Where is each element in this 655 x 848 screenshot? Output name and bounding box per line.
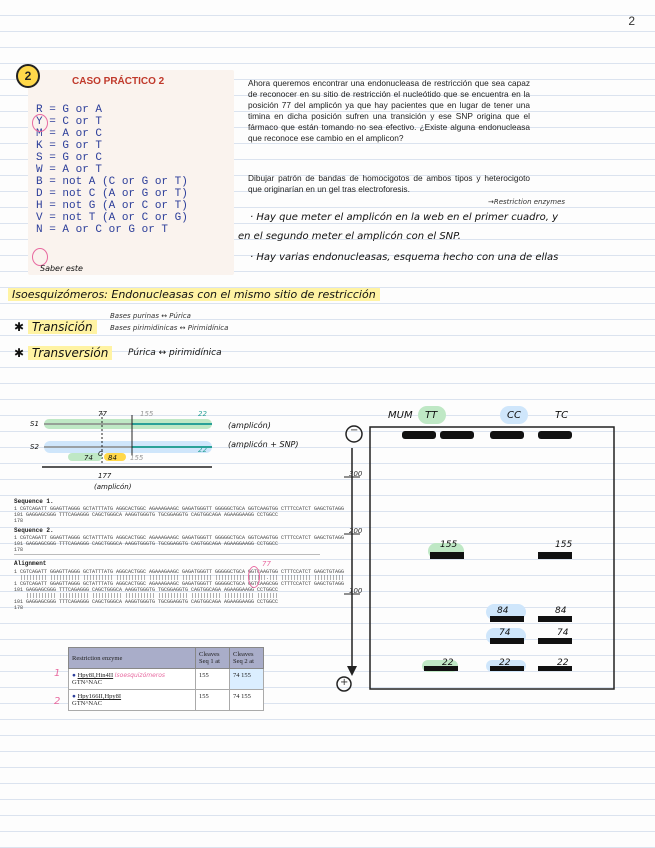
enzyme-cell: ● Hpy166II,Hpy8I GTN^NAC xyxy=(69,690,196,711)
seq2-label: Sequence 2. xyxy=(14,527,54,534)
bullet-note-1b: en el segundo meter el amplicón con el SNP. xyxy=(238,231,461,242)
code-line: R = G or A xyxy=(36,104,103,116)
code-line: D = not C (A or G or T) xyxy=(36,188,188,200)
tt-155-band xyxy=(430,552,464,559)
mark-100: 100 xyxy=(349,587,363,595)
question-paragraph: Ahora queremos encontrar una endonucleasa de restricción que sea capaz de reconocer en su sitio de restricción el nucleótido que se encuentra en la posición 77 del amplicón ya que hay pacientes que en lugar de tener una timina en dicha posición sufren una transición y ese SNP origina que el fármaco que están tomando no sea efectivo. ¿Existe alguna endonucleasa que reconoce ese cambio en el amplicon? xyxy=(248,78,530,143)
tc-155-label: 155 xyxy=(555,540,573,550)
n155-top-label: 155 xyxy=(140,410,154,418)
arrow-head xyxy=(347,666,357,676)
code-line: Y = C or T xyxy=(36,116,103,128)
n22-bottom-label: 22 xyxy=(198,446,207,454)
well-tc xyxy=(538,431,572,439)
amplicon-diagram xyxy=(20,405,280,495)
transversion-label: ✱ Transversión xyxy=(14,346,112,360)
gel-frame xyxy=(370,427,614,689)
seq-divider xyxy=(14,554,320,555)
header-enzyme: Restriction enzyme xyxy=(69,648,196,669)
plus-sign: + xyxy=(340,677,349,688)
code-line: H = not G (A or C or T) xyxy=(36,200,188,212)
header-seq2: Cleaves Seq 2 at xyxy=(230,648,264,669)
tc-84-band xyxy=(538,616,572,622)
header-seq1: Cleaves Seq 1 at xyxy=(196,648,230,669)
transicion-line-2: Bases pirimidinicas ↔ Pirimidínica xyxy=(110,324,229,332)
seq-line: 178 xyxy=(14,547,24,553)
code-line: M = A or C xyxy=(36,128,103,140)
well-cc xyxy=(490,431,524,439)
circle-mark-y xyxy=(32,114,48,132)
seq-line: ||||||||| |||||||||| |||||||||| |||||||||| |||||||||| |||||||||| |||||||||| ||||||.||| |||||||||| |||||||||| xyxy=(14,575,345,581)
code-line: W = A or T xyxy=(36,164,103,176)
c-label: C xyxy=(98,450,103,458)
well-mum xyxy=(402,431,436,439)
isoesquizomeros-note: Isoesquizómeros xyxy=(114,672,166,679)
code-line: K = G or T xyxy=(36,140,103,152)
well-tt xyxy=(440,431,474,439)
marker-1: 1 xyxy=(54,668,61,679)
seq-line: 1 CGTCAGATT GGAGTTAGGG GCTATTTATG AGGCACTGGC AGAAAGAAGC GAGATGGGTT GGGGGCTGCA GGTCAAGTGG CTTTCCATCT GAGCTGTAGG xyxy=(14,569,345,575)
code-line: V = not T (A or C or G) xyxy=(36,212,188,224)
snp-circle-mark xyxy=(248,566,260,588)
enzyme-link[interactable]: Hpy8I,Hin4II xyxy=(77,672,114,679)
lane-tt: TT xyxy=(425,410,438,421)
seq-line: 1 CGTCAGATT GGAGTTAGGG GCTATTTATG AGGCACTGGC AGAAAGAAGC GAGATGGGTT GGGGGCTGCA GGTCAAGCGG CTTTCCATCT GAGCTGTAGG xyxy=(14,581,345,587)
amplicon-label: (amplicón) xyxy=(228,421,271,430)
s1-label: S1 xyxy=(30,420,39,428)
seq-line: 1 CGTCAGATT GGAGTTAGGG GCTATTTATG AGGCACTGGC AGAAAGAAGC GAGATGGGTT GGGGGCTGCA GGTCAAGTGG CTTTCCATCT GAGCTGTAGG xyxy=(14,506,345,512)
tc-22-label: 22 xyxy=(557,658,569,668)
case-title: CASO PRÁCTICO 2 xyxy=(72,76,165,87)
enzyme-table xyxy=(68,647,264,711)
tc-84-label: 84 xyxy=(555,606,567,616)
total-label: (amplicón) xyxy=(94,483,132,491)
cc-84-label: 84 xyxy=(497,606,509,616)
lane-cc: CC xyxy=(507,410,521,421)
code-line: S = G or C xyxy=(36,152,103,164)
bullet-note-2: · Hay varias endonucleasas, esquema hecho con una de ellas xyxy=(250,252,559,263)
tc-155-band xyxy=(538,552,572,559)
n155-bottom-label: 155 xyxy=(130,454,144,462)
enzyme-link[interactable]: Hpy166II,Hpy8I xyxy=(77,693,122,700)
seq1-cell: 155 xyxy=(196,690,230,711)
gel-diagram xyxy=(330,422,620,702)
site-text: GTN^NAC xyxy=(72,679,103,686)
seq2-block xyxy=(14,535,344,553)
page-number: 2 xyxy=(628,14,635,28)
table-row xyxy=(69,690,264,711)
cc-22-label: 22 xyxy=(499,658,511,668)
seq-line: 178 xyxy=(14,605,24,611)
cc-84-band xyxy=(490,616,524,622)
marker-77: 77 xyxy=(262,560,271,568)
bullet-note-1a: · Hay que meter el amplicón en la web en el primer cuadro, y xyxy=(250,212,559,223)
mark-300: 300 xyxy=(349,470,363,478)
cc-74-label: 74 xyxy=(499,628,511,638)
seq-line: 1 CGTCAGATT GGAGTTAGGG GCTATTTATG AGGCACTGGC AGAAAGAAGC GAGATGGGTT GGGGGCTGCA GGTCAAGTGG CTTTCCATCT GAGCTGTAGG xyxy=(14,535,345,541)
case-number-badge: 2 xyxy=(16,64,40,88)
lane-tc: TC xyxy=(555,410,569,421)
n74-label: 74 xyxy=(84,454,93,462)
minus-sign: − xyxy=(350,425,359,436)
alignment-block xyxy=(14,569,344,611)
pos77-label: 77 xyxy=(98,410,107,418)
code-line: B = not A (C or G or T) xyxy=(36,176,188,188)
transversion-text: Transversión xyxy=(28,346,113,360)
amplicon-snp-label: (amplicón + SNP) xyxy=(228,440,299,449)
task-paragraph: Dibujar patrón de bandas de homocigotos de ambos tipos y heterocigoto que originarían en un gel tras electroforesis. xyxy=(248,173,530,194)
site-text: GTN^NAC xyxy=(72,700,103,707)
tt-22-label: 22 xyxy=(442,658,454,668)
seq1-cell: 155 xyxy=(196,669,230,690)
lane-mum: MUM xyxy=(388,410,413,421)
seq-line: 101 GAGGAGCGGG TTTCAGAGGG CAGCTGGGCA AAGGTGGGTG TGCGGAGGTG CAGTGGCAGA AGAAGGAAGG CCTGGCC xyxy=(14,587,279,593)
n22-top-label: 22 xyxy=(198,410,207,418)
cc-74-band xyxy=(490,638,524,644)
tc-74-band xyxy=(538,638,572,644)
transicion-text: Transición xyxy=(28,320,97,334)
isoesquizomeros-text: Isoesquizómeros: Endonucleasas con el mismo sitio de restricción xyxy=(8,288,380,301)
s2-label: S2 xyxy=(30,443,39,451)
mark-200: 200 xyxy=(349,527,363,535)
seq2-cell: 74 155 xyxy=(230,690,264,711)
seq-line: |||||||||| |||||||||| |||||||||| |||||||||| |||||||||| |||||||||| |||||||||| ||||||| xyxy=(14,593,279,599)
seq-line: 178 xyxy=(14,518,24,524)
tc-74-label: 74 xyxy=(557,628,569,638)
transversion-text-right: Púrica ↔ pirimidínica xyxy=(128,348,222,358)
seq1-block xyxy=(14,506,344,524)
saber-note: Saber este xyxy=(40,264,83,273)
transicion-label: ✱ Transición xyxy=(14,320,97,334)
table-row xyxy=(69,669,264,690)
seq2-cell: 74 155 xyxy=(230,669,264,690)
seq-line: 101 GAGGAGCGGG TTTCAGAGGG CAGCTGGGCA AAGGTGGGTG TGCGGAGGTG CAGTGGCAGA AGAAGGAAGG CCTGGCC xyxy=(14,599,279,605)
seq-line: 101 GAGGAGCGGG TTTCAGAGGG CAGCTGGGCA AAGGTGGGTG TGCGGAGGTG CAGTGGCAGA AGAAGGAAGG CCTGGCC xyxy=(14,541,279,547)
enzyme-cell: ● Hpy8I,Hin4II Isoesquizómeros GTN^NAC xyxy=(69,669,196,690)
code-line: N = A or C or G or T xyxy=(36,224,169,236)
restriction-enzymes-note: →Restriction enzymes xyxy=(488,198,566,206)
transicion-line-1: Bases purinas ↔ Púrica xyxy=(110,312,191,320)
seq1-label: Sequence 1. xyxy=(14,498,54,505)
n84-label: 84 xyxy=(108,454,117,462)
marker-2: 2 xyxy=(54,696,61,707)
seq-line: 101 GAGGAGCGGG TTTCAGAGGG CAGCTGGGCA AAGGTGGGTG TGCGGAGGTG CAGTGGCAGA AGAAGGAAGG CCTGGCC xyxy=(14,512,279,518)
total-number: 177 xyxy=(98,472,112,480)
alignment-label: Alignment xyxy=(14,560,47,567)
isoesquizomeros-heading xyxy=(8,288,380,301)
tt-155-label: 155 xyxy=(440,540,458,550)
iupac-codes xyxy=(36,104,188,236)
